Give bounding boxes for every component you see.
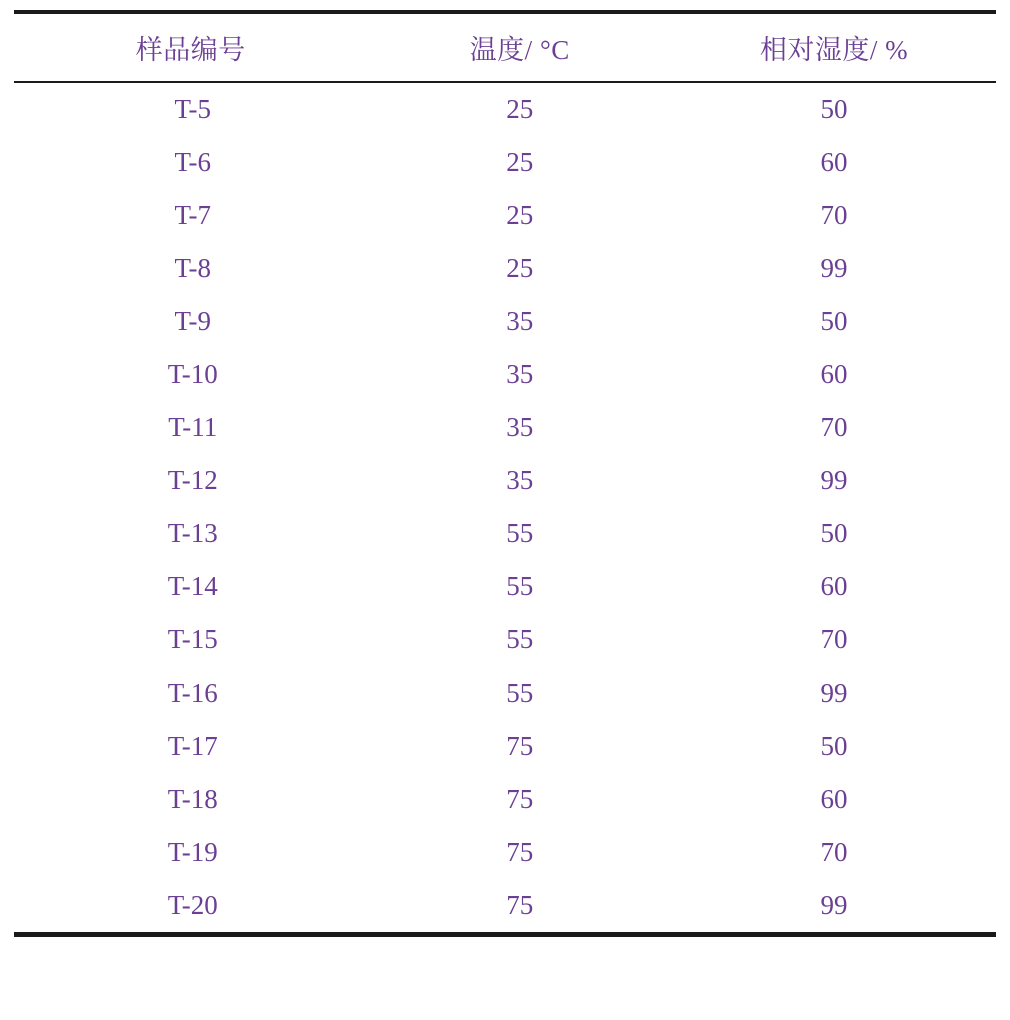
table-row: [14, 348, 996, 401]
cell-temperature: 25: [506, 200, 534, 231]
cell-temperature: 75: [506, 836, 534, 867]
cell-temperature: 55: [506, 518, 534, 549]
table-header: [14, 14, 996, 81]
table-bottom-rule: [14, 932, 996, 937]
table-row: [14, 136, 996, 189]
table-body: [14, 83, 996, 932]
table-row: [14, 189, 996, 242]
cell-humidity: 99: [820, 677, 848, 708]
table-row: [14, 560, 996, 613]
cell-sample-id: T-6: [174, 147, 212, 178]
column-header-sample-id: 样品编号: [135, 35, 246, 65]
table-row: [14, 401, 996, 454]
table-row: [14, 773, 996, 826]
cell-humidity: 99: [820, 465, 848, 496]
cell-humidity: 60: [820, 359, 848, 390]
table-row: [14, 720, 996, 773]
table-row: [14, 454, 996, 507]
table-row: [14, 613, 996, 666]
cell-sample-id: T-9: [174, 306, 212, 337]
cell-humidity: 50: [820, 730, 848, 761]
cell-sample-id: T-7: [174, 200, 212, 231]
cell-humidity: 99: [820, 253, 848, 284]
cell-temperature: 55: [506, 624, 534, 655]
cell-sample-id: T-10: [167, 359, 218, 390]
cell-sample-id: T-12: [167, 465, 218, 496]
column-header-temperature: 温度/ °C: [469, 35, 570, 65]
sample-conditions-table-body: [14, 83, 996, 932]
cell-sample-id: T-17: [167, 730, 218, 761]
cell-humidity: 60: [820, 783, 848, 814]
cell-humidity: 60: [820, 147, 848, 178]
cell-humidity: 70: [820, 412, 848, 443]
cell-temperature: 35: [506, 465, 534, 496]
cell-temperature: 55: [506, 571, 534, 602]
cell-humidity: 60: [820, 571, 848, 602]
cell-sample-id: T-15: [167, 624, 218, 655]
cell-humidity: 50: [820, 518, 848, 549]
cell-sample-id: T-11: [168, 412, 218, 443]
cell-temperature: 25: [506, 94, 534, 124]
table-row: [14, 83, 996, 136]
cell-temperature: 55: [506, 677, 534, 708]
cell-humidity: 70: [820, 200, 848, 231]
table-row: [14, 242, 996, 295]
cell-humidity: 50: [820, 306, 848, 337]
cell-sample-id: T-20: [167, 889, 218, 920]
sample-conditions-table: [14, 14, 996, 81]
cell-humidity: 99: [820, 889, 848, 920]
cell-temperature: 25: [506, 147, 534, 178]
cell-temperature: 75: [506, 889, 534, 920]
cell-sample-id: T-8: [174, 253, 212, 284]
cell-temperature: 35: [506, 306, 534, 337]
cell-humidity: 70: [820, 836, 848, 867]
cell-temperature: 35: [506, 359, 534, 390]
cell-temperature: 75: [506, 783, 534, 814]
cell-sample-id: T-14: [167, 571, 218, 602]
cell-sample-id: T-13: [167, 518, 218, 549]
table-row: [14, 879, 996, 932]
document-page: [0, 10, 1010, 1020]
column-header-relative-humidity: 相对湿度/ %: [759, 35, 909, 65]
table-row: [14, 295, 996, 348]
table-row: [14, 507, 996, 560]
cell-temperature: 25: [506, 253, 534, 284]
table-row: [14, 667, 996, 720]
table-row: [14, 826, 996, 879]
header-row: [14, 14, 996, 81]
cell-sample-id: T-16: [167, 677, 218, 708]
cell-temperature: 75: [506, 730, 534, 761]
cell-humidity: 70: [820, 624, 848, 655]
cell-sample-id: T-5: [174, 94, 212, 124]
cell-sample-id: T-19: [167, 836, 218, 867]
cell-humidity: 50: [820, 94, 848, 124]
cell-sample-id: T-18: [167, 783, 218, 814]
cell-temperature: 35: [506, 412, 534, 443]
